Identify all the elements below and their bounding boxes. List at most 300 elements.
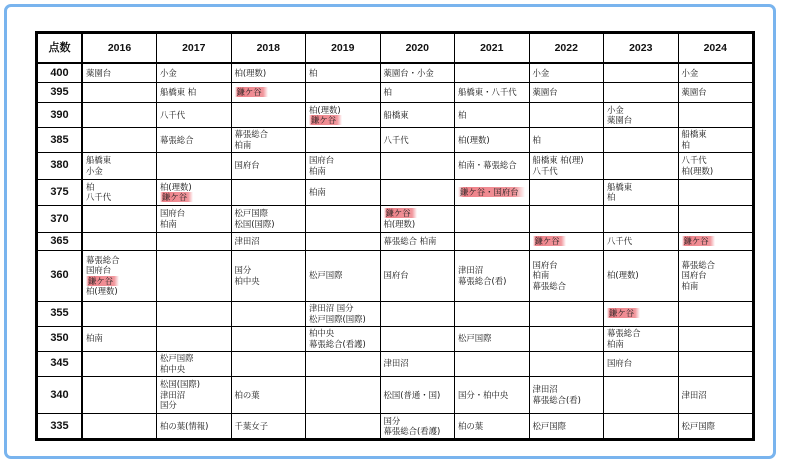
school-name: 津田沼 (532, 384, 558, 395)
school-cell-2016 (82, 250, 157, 301)
school-entry (384, 426, 452, 436)
school-entry (458, 87, 526, 97)
school-name: 柏(理数) (681, 165, 714, 176)
school-name: 柏 (383, 87, 392, 98)
school-entry (309, 303, 377, 313)
school-cell-2018 (231, 63, 306, 83)
school-name: 幕張総合 (607, 328, 641, 339)
school-entry (235, 276, 303, 286)
school-entry (160, 421, 228, 431)
school-cell-2023 (604, 414, 679, 439)
school-cell-2024 (678, 414, 753, 439)
table-row (38, 127, 753, 152)
school-cell-2020 (380, 83, 455, 103)
school-entry (160, 219, 228, 229)
highlighted-school-name: 鎌ケ谷 (533, 236, 566, 246)
school-entry (160, 364, 228, 374)
table-row (38, 63, 753, 83)
school-cell-2017 (157, 326, 232, 351)
school-name: 松戸国際 (681, 420, 715, 431)
score-cell: 385 (38, 127, 83, 152)
school-entry (384, 87, 452, 97)
school-name: 幕張総合(看) (458, 275, 507, 286)
school-cell-2022 (529, 179, 604, 205)
school-name: 柏南 (607, 338, 624, 349)
school-cell-2020 (380, 326, 455, 351)
school-entry (533, 395, 601, 405)
school-entry (458, 333, 526, 343)
school-entry (235, 87, 303, 97)
school-cell-2023 (604, 83, 679, 103)
school-entry (384, 110, 452, 120)
school-name: 松国(国際) (160, 379, 201, 390)
school-entry (309, 339, 377, 349)
school-entry (533, 270, 601, 280)
school-entry (160, 110, 228, 120)
school-cell-2017 (157, 83, 232, 103)
school-name: 柏中央 (234, 275, 260, 286)
score-cell: 365 (38, 232, 83, 250)
table-row (38, 103, 753, 128)
school-cell-2017 (157, 63, 232, 83)
school-name: 柏 (458, 109, 467, 120)
school-entry (384, 236, 452, 246)
school-entry (309, 115, 377, 125)
school-name: 柏南 (532, 270, 550, 281)
school-name: 薬園台 (86, 67, 112, 78)
school-cell-2021 (455, 301, 530, 326)
school-name: 津田沼 (383, 358, 409, 369)
school-name: 柏(理数) (160, 181, 192, 192)
school-cell-2019 (306, 232, 381, 250)
school-entry (384, 135, 452, 145)
table-row (38, 250, 753, 301)
school-cell-2017 (157, 152, 232, 179)
school-name: 松戸国際 (458, 333, 492, 344)
school-cell-2022 (529, 232, 604, 250)
school-cell-2016 (82, 205, 157, 232)
school-cell-2021 (455, 83, 530, 103)
school-entry (458, 110, 526, 120)
school-entry (682, 270, 750, 280)
score-cell: 355 (38, 301, 83, 326)
school-cell-2022 (529, 414, 604, 439)
score-cell: 370 (38, 205, 83, 232)
school-entry (682, 87, 750, 97)
school-cell-2020 (380, 232, 455, 250)
school-entry (384, 208, 452, 218)
school-name: 柏南・幕張総合 (458, 160, 517, 171)
school-entry (86, 333, 153, 343)
school-entry (607, 328, 675, 338)
school-entry (160, 353, 228, 363)
year-header-2023: 2023 (604, 34, 679, 64)
school-name: 小金 (681, 67, 699, 78)
year-header-2020: 2020 (380, 34, 455, 64)
school-entry (160, 68, 228, 78)
school-name: 船橋東 (607, 181, 633, 192)
school-entry (86, 166, 153, 176)
table-row (38, 301, 753, 326)
table-row (38, 205, 753, 232)
school-entry (235, 208, 303, 218)
school-cell-2023 (604, 103, 679, 128)
school-cell-2016 (82, 376, 157, 414)
school-cell-2020 (380, 376, 455, 414)
table-row (38, 376, 753, 414)
school-cell-2021 (455, 232, 530, 250)
school-entry (607, 308, 675, 318)
school-cell-2017 (157, 127, 232, 152)
score-cell: 375 (38, 179, 83, 205)
school-entry (309, 187, 377, 197)
school-cell-2021 (455, 351, 530, 376)
school-cell-2020 (380, 127, 455, 152)
school-cell-2016 (82, 326, 157, 351)
school-cell-2017 (157, 179, 232, 205)
school-cell-2024 (678, 205, 753, 232)
school-cell-2018 (231, 127, 306, 152)
school-entry (235, 421, 303, 431)
school-cell-2019 (306, 152, 381, 179)
school-cell-2018 (231, 376, 306, 414)
table-row (38, 83, 753, 103)
school-entry (235, 68, 303, 78)
school-cell-2016 (82, 179, 157, 205)
school-name: 柏 (309, 67, 318, 78)
school-cell-2022 (529, 63, 604, 83)
school-name: 小金 (160, 67, 177, 78)
school-cell-2021 (455, 326, 530, 351)
school-entry (235, 129, 303, 139)
school-entry (309, 155, 377, 165)
year-header-2017: 2017 (157, 34, 232, 64)
school-cell-2020 (380, 152, 455, 179)
school-entry (160, 390, 228, 400)
school-cell-2022 (529, 152, 604, 179)
school-cell-2024 (678, 250, 753, 301)
school-entry (309, 328, 377, 338)
school-name: 柏の葉 (234, 389, 260, 400)
school-entry (533, 166, 601, 176)
school-cell-2016 (82, 103, 157, 128)
school-cell-2017 (157, 414, 232, 439)
school-name: 幕張総合(看) (532, 394, 581, 405)
school-name: 柏 (532, 134, 541, 145)
school-cell-2022 (529, 376, 604, 414)
school-name: 松国(普通・国) (383, 389, 441, 400)
school-name: 小金 (86, 165, 103, 176)
school-cell-2019 (306, 376, 381, 414)
school-cell-2016 (82, 152, 157, 179)
school-name: 薬園台 (532, 87, 558, 98)
table-row (38, 179, 753, 205)
school-entry (682, 140, 750, 150)
school-cell-2017 (157, 250, 232, 301)
score-table (37, 33, 753, 439)
school-entry (533, 87, 601, 97)
school-name: 柏中央 (309, 328, 335, 339)
school-entry (235, 265, 303, 275)
school-entry (86, 255, 153, 265)
score-cell: 395 (38, 83, 83, 103)
school-cell-2024 (678, 152, 753, 179)
school-cell-2019 (306, 127, 381, 152)
school-cell-2016 (82, 83, 157, 103)
school-cell-2018 (231, 250, 306, 301)
school-entry (160, 192, 228, 202)
school-name: 柏(理数) (234, 67, 267, 78)
school-name: 津田沼 (160, 389, 186, 400)
score-cell: 345 (38, 351, 83, 376)
school-name: 松国(国際) (234, 218, 275, 229)
highlighted-school-name: 鎌ケ谷 (682, 236, 715, 246)
school-entry (607, 270, 675, 280)
school-cell-2018 (231, 103, 306, 128)
school-entry (458, 276, 526, 286)
year-header-2018: 2018 (231, 34, 306, 64)
score-cell: 380 (38, 152, 83, 179)
school-cell-2022 (529, 83, 604, 103)
school-name: 柏 (86, 181, 95, 192)
school-name: 八千代 (607, 235, 633, 246)
school-name: 幕張総合 (234, 129, 268, 140)
highlighted-school-name: 鎌ケ谷 (235, 87, 268, 97)
school-cell-2023 (604, 232, 679, 250)
highlighted-school-name: 鎌ケ谷・国府台 (458, 187, 525, 197)
school-cell-2018 (231, 232, 306, 250)
school-cell-2023 (604, 250, 679, 301)
school-cell-2018 (231, 205, 306, 232)
school-cell-2023 (604, 301, 679, 326)
school-entry (309, 166, 377, 176)
school-cell-2019 (306, 326, 381, 351)
school-entry (384, 68, 452, 78)
school-cell-2021 (455, 250, 530, 301)
table-row (38, 414, 753, 439)
school-cell-2020 (380, 103, 455, 128)
school-entry (160, 87, 228, 97)
school-cell-2016 (82, 232, 157, 250)
school-name: 八千代 (681, 155, 707, 166)
school-name: 柏の葉(情報) (160, 420, 209, 431)
school-cell-2019 (306, 205, 381, 232)
school-entry (86, 276, 153, 286)
school-name: 薬園台 (607, 114, 633, 125)
school-name: 幕張総合 柏南 (383, 235, 437, 246)
school-entry (160, 182, 228, 192)
school-cell-2016 (82, 63, 157, 83)
year-header-2021: 2021 (455, 34, 530, 64)
score-cell: 360 (38, 250, 83, 301)
school-name: 柏(理数) (86, 285, 118, 296)
screenshot-frame (4, 4, 776, 459)
school-cell-2018 (231, 414, 306, 439)
school-cell-2019 (306, 103, 381, 128)
school-cell-2017 (157, 301, 232, 326)
school-cell-2018 (231, 152, 306, 179)
school-name: 柏 (681, 139, 690, 150)
school-entry (160, 379, 228, 389)
school-cell-2020 (380, 205, 455, 232)
header-row (38, 34, 753, 64)
school-name: 柏南 (234, 139, 252, 150)
school-entry (458, 421, 526, 431)
school-name: 国府台 (681, 270, 707, 281)
school-cell-2018 (231, 351, 306, 376)
school-cell-2024 (678, 232, 753, 250)
school-entry (235, 140, 303, 150)
school-cell-2022 (529, 301, 604, 326)
school-cell-2019 (306, 250, 381, 301)
school-entry (86, 182, 153, 192)
school-name: 小金 (532, 67, 550, 78)
school-cell-2020 (380, 351, 455, 376)
school-name: 国府台 (532, 259, 558, 270)
school-name: 薬園台 (681, 87, 707, 98)
school-name: 柏の葉 (458, 420, 484, 431)
school-name: 小金 (607, 104, 624, 115)
school-cell-2017 (157, 103, 232, 128)
school-name: 柏南 (309, 187, 326, 198)
school-name: 国府台 (383, 270, 409, 281)
school-cell-2019 (306, 414, 381, 439)
school-entry (160, 400, 228, 410)
score-table-wrapper (35, 31, 755, 441)
school-cell-2022 (529, 351, 604, 376)
school-cell-2020 (380, 414, 455, 439)
school-entry (384, 219, 452, 229)
school-cell-2017 (157, 351, 232, 376)
highlighted-school-name: 鎌ケ谷 (607, 308, 640, 318)
school-cell-2018 (231, 179, 306, 205)
school-cell-2021 (455, 103, 530, 128)
school-entry (86, 68, 153, 78)
school-cell-2018 (231, 326, 306, 351)
school-entry (533, 421, 601, 431)
school-entry (533, 68, 601, 78)
school-entry (682, 236, 750, 246)
school-entry (309, 314, 377, 324)
school-cell-2016 (82, 351, 157, 376)
school-cell-2016 (82, 301, 157, 326)
school-cell-2024 (678, 103, 753, 128)
school-name: 八千代 (383, 134, 409, 145)
school-name: 柏南 (160, 218, 177, 229)
school-entry (682, 155, 750, 165)
school-entry (160, 135, 228, 145)
school-cell-2022 (529, 103, 604, 128)
school-entry (682, 260, 750, 270)
school-entry (607, 105, 675, 115)
year-header-2024: 2024 (678, 34, 753, 64)
school-entry (384, 358, 452, 368)
school-cell-2016 (82, 414, 157, 439)
school-cell-2024 (678, 301, 753, 326)
school-name: 船橋東 (383, 109, 409, 120)
school-entry (533, 260, 601, 270)
school-name: 国府台 (309, 155, 335, 166)
school-cell-2023 (604, 205, 679, 232)
school-cell-2021 (455, 152, 530, 179)
school-entry (235, 236, 303, 246)
school-name: 幕張総合 (160, 134, 194, 145)
school-cell-2023 (604, 376, 679, 414)
school-name: 千葉女子 (234, 420, 268, 431)
school-name: 船橋東・八千代 (458, 87, 517, 98)
school-entry (607, 339, 675, 349)
school-cell-2024 (678, 179, 753, 205)
school-name: 幕張総合 (86, 254, 120, 265)
school-name: 幕張総合 (532, 280, 566, 291)
school-cell-2021 (455, 205, 530, 232)
school-name: 津田沼 (234, 235, 260, 246)
school-cell-2023 (604, 63, 679, 83)
school-cell-2021 (455, 127, 530, 152)
score-cell: 400 (38, 63, 83, 83)
school-entry (607, 182, 675, 192)
school-name: 松戸国際 (532, 420, 566, 431)
school-entry (533, 155, 601, 165)
school-name: 船橋東 柏(理) (532, 155, 584, 166)
year-header-2016: 2016 (82, 34, 157, 64)
table-row (38, 351, 753, 376)
school-cell-2019 (306, 179, 381, 205)
school-entry (458, 187, 526, 197)
school-cell-2023 (604, 152, 679, 179)
school-cell-2017 (157, 205, 232, 232)
school-entry (309, 105, 377, 115)
school-name: 国分 (383, 415, 401, 426)
school-entry (86, 286, 153, 296)
school-entry (682, 390, 750, 400)
school-cell-2022 (529, 205, 604, 232)
school-entry (533, 281, 601, 291)
school-entry (235, 390, 303, 400)
school-entry (86, 265, 153, 275)
school-entry (384, 390, 452, 400)
school-entry (607, 236, 675, 246)
school-entry (384, 270, 452, 280)
school-cell-2021 (455, 179, 530, 205)
school-entry (309, 270, 377, 280)
school-cell-2020 (380, 250, 455, 301)
school-entry (607, 192, 675, 202)
school-entry (458, 160, 526, 170)
school-entry (607, 358, 675, 368)
score-column-header: 点数 (38, 34, 83, 64)
year-header-2022: 2022 (529, 34, 604, 64)
table-body (38, 63, 753, 439)
school-cell-2021 (455, 63, 530, 83)
school-entry (309, 68, 377, 78)
table-row (38, 232, 753, 250)
school-entry (682, 129, 750, 139)
highlighted-school-name: 鎌ケ谷 (384, 208, 417, 218)
school-cell-2024 (678, 326, 753, 351)
school-cell-2018 (231, 83, 306, 103)
school-cell-2019 (306, 83, 381, 103)
highlighted-school-name: 鎌ケ谷 (86, 276, 119, 286)
school-cell-2020 (380, 301, 455, 326)
school-name: 柏(理数) (458, 134, 490, 145)
score-cell: 340 (38, 376, 83, 414)
school-cell-2019 (306, 301, 381, 326)
school-name: 柏南 (86, 333, 103, 344)
school-cell-2023 (604, 127, 679, 152)
school-entry (458, 265, 526, 275)
school-name: 幕張総合 (681, 259, 715, 270)
